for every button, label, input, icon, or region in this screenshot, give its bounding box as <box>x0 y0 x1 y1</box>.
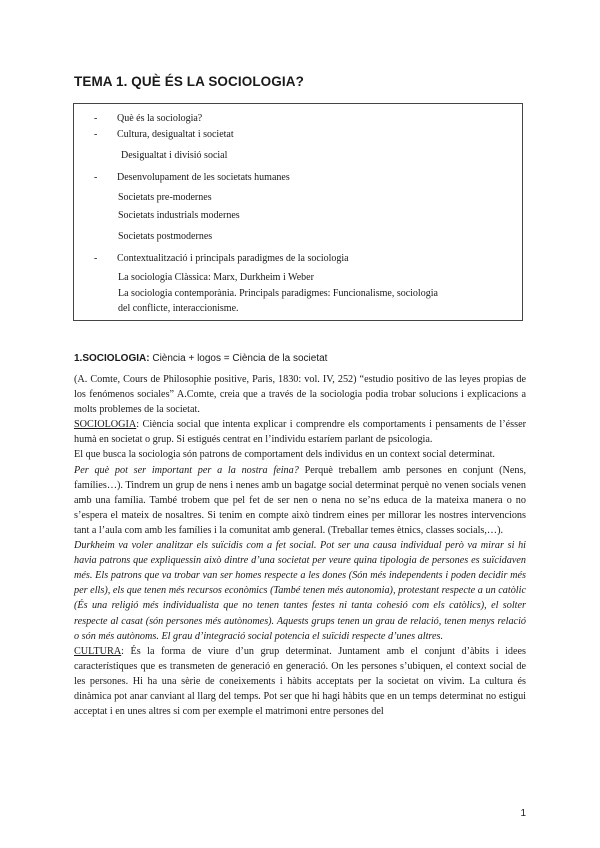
question-text: Per què pot ser important per a la nostra feina? <box>74 464 299 476</box>
paragraph: Durkheim va voler analitzar els suïcidis com a fet social. Pot ser una causa individual però va mirar si hi havia patrons que expliquessin això dintre d’una societat per veure quina tipologia de persones es suïcidaven més. Els patrons que va trobar van ser homes respecte a les dones (Són més independents i poden decidir més per ells), els que tenen més recursos econòmics (També tenen més autonomia), protestant respecte a un catòlic (És una religió més individualista que no tenen tantes festes ni tanta cohesió com els catòlics), el solter respecte al casat (són persones més autònomes). Aquests grups tenen un grau de relació, tenen menys relació o són més autònoms. El grau d’integració social potencia el suïcidi respecte d’unes altres. <box>74 540 526 642</box>
body-text <box>74 372 526 719</box>
toc-item: Contextualització i principals paradigmes de la sociologia <box>117 253 349 264</box>
section-heading-text: Ciència + logos = Ciència de la societat <box>149 353 328 364</box>
page-title: TEMA 1. QUÈ ÉS LA SOCIOLOGIA? <box>74 74 304 89</box>
toc-subitem: La sociologia Clàssica: Marx, Durkheim i Weber <box>118 272 314 283</box>
toc-subitem: Societats industrials modernes <box>118 210 240 221</box>
toc-bullet: - <box>94 129 98 140</box>
toc-bullet: - <box>94 253 98 264</box>
paragraph: (A. Comte, Cours de Philosophie positive, Paris, 1830: vol. IV, 252) “estudio positivo de las leyes propias de los fenómenos sociales” A.Comte, creia que a través de la sociologia podia trobar solucions i explicacions a molts problemes de la societat. <box>74 374 526 416</box>
toc-item: Cultura, desigualtat i societat <box>117 129 234 140</box>
paragraph-text: : És la forma de viure d’un grup determinat. Juntament amb el conjunt d’àbits i idees característiques que es transmeten de generació en generació. On les persones s’ubiquen, el context social de les persones. Hi ha una sèrie de coneixements i hàbits acceptats per la societat on vivim. La cultura és dinàmica pot anar canviant al llarg del temps. Pot ser que hi hagi hàbits que en un temps determinat no estigui acceptat i en unes altres si com per exemple el matrimoni entre persones del <box>74 645 526 718</box>
section-heading-label: 1.SOCIOLOGIA: <box>74 353 150 364</box>
toc-subitem: Societats pre-modernes <box>118 192 212 203</box>
toc-bullet: - <box>94 172 98 183</box>
term-label: SOCIOLOGIA <box>74 419 137 431</box>
paragraph-text: : Ciència social que intenta explicar i comprendre els comportaments i pensaments de l’ésser humà en societat o grup. Si estigués centrat en l’individu estaríem parlant de psicologia. <box>74 419 526 446</box>
paragraph <box>74 417 526 447</box>
toc-bullet: - <box>94 113 98 124</box>
toc-subitem: Societats postmodernes <box>118 231 213 242</box>
paragraph: El que busca la sociologia són patrons de comportament dels individus en un context social determinat. <box>74 449 495 461</box>
term-label: CULTURA <box>74 645 122 657</box>
toc-item: Què és la sociologia? <box>117 113 203 124</box>
toc-subitem: Desigualtat i divisió social <box>121 150 228 161</box>
paragraph <box>74 463 526 538</box>
paragraph <box>74 644 526 719</box>
paragraph-text: Perquè treballem amb persones en conjunt (Nens, famílies…). Tindrem un grup de nens i nenes amb un bagatge social determinat perquè no venen socials venen amb una família. També trobem que pel fet de ser nen o nena no se’ns educa de la mateixa manera o no s’espera el mateix de nosaltres. Si tenim en compte això tindrem eines per millorar les nostres intervencions tant a l’aula com amb les famílies i la comunitat amb general. (Treballar temes ètnics, classes socials,…). <box>74 464 526 536</box>
toc-subitem: del conflicte, interaccionisme. <box>118 303 239 314</box>
section-heading <box>74 353 327 364</box>
page-number: 1 <box>520 808 526 819</box>
toc-subitem: La sociologia contemporània. Principals paradigmes: Funcionalisme, sociologia <box>118 288 438 299</box>
toc-item: Desenvolupament de les societats humanes <box>117 172 290 183</box>
